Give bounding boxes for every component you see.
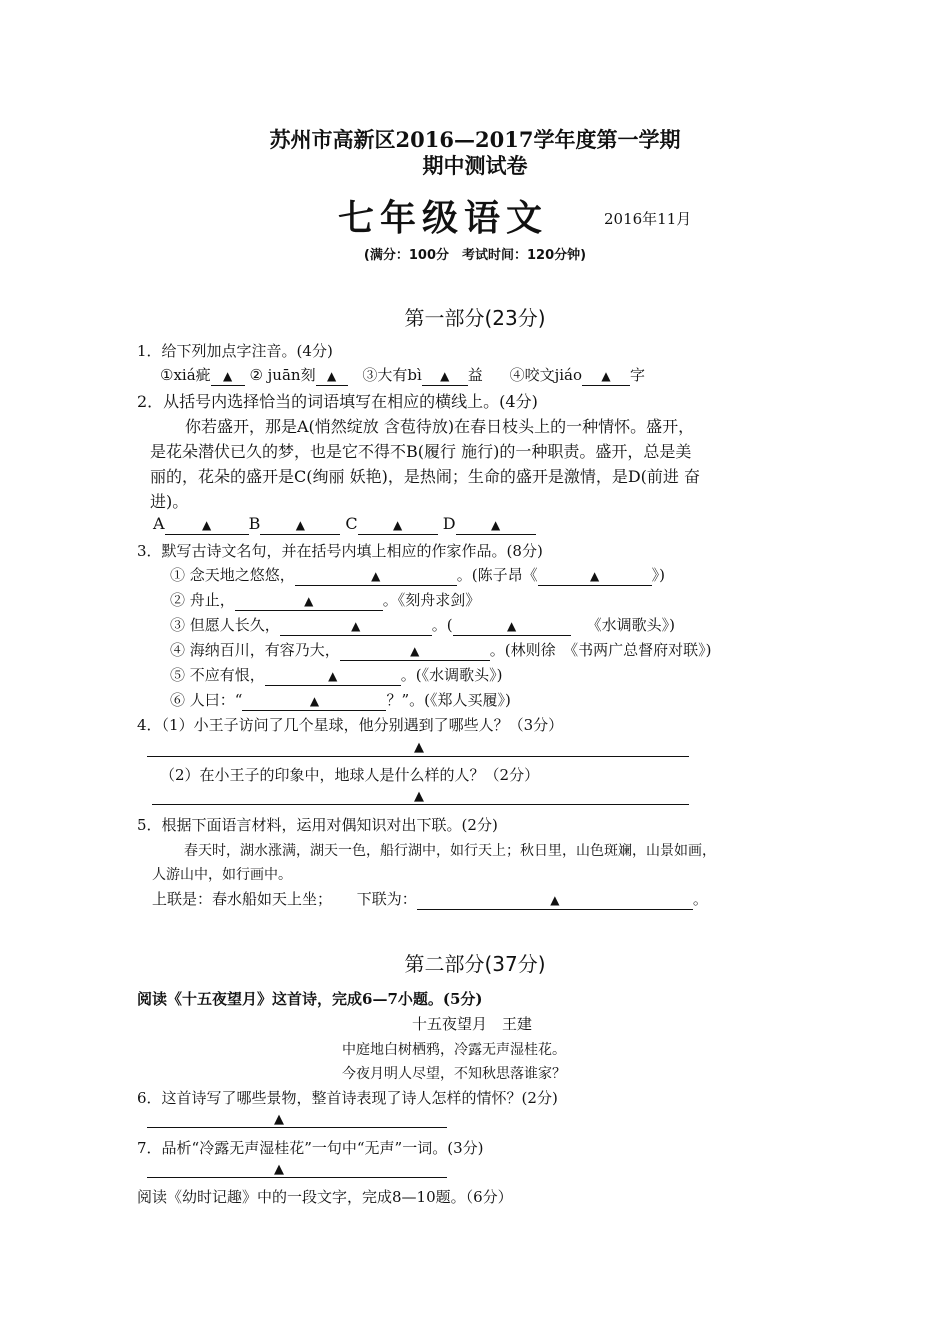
q2-label-b: B (248, 514, 261, 533)
title-line2: 期中测试卷 (422, 153, 528, 178)
q1-blank1[interactable] (211, 367, 245, 386)
q4-stem1: 4．（1）小王子访问了几个星球，他分别遇到了哪些人？（3分） (137, 716, 564, 734)
next-reading-intro: 阅读《幼时记趣》中的一段文字，完成8—10题。（6分） (137, 1188, 513, 1206)
q6-answer-line[interactable] (147, 1127, 447, 1128)
q7-answer-line[interactable] (147, 1177, 447, 1178)
q3-line1-end: 》) (651, 566, 665, 584)
q3-line5 (170, 664, 503, 686)
q3-line6 (170, 689, 511, 711)
q1-items (160, 364, 645, 386)
subject-title: 七年级语文 (338, 197, 549, 239)
part2-title: 第二部分(37分) (404, 952, 546, 976)
q3-line1-pre: ① 念天地之悠悠， (170, 566, 295, 584)
answer-marker-icon: ▲ (414, 789, 424, 804)
q5-material-1: 春天时，湖水涨满，湖天一色，船行湖中，如行天上；秋日里，山色斑斓，山景如画， (184, 843, 716, 859)
q1-stem: 1．给下列加点字注音。(4分) (137, 342, 333, 360)
q3-blank3[interactable] (280, 617, 432, 636)
q3-line4 (170, 639, 712, 661)
q5-blank[interactable] (417, 891, 693, 910)
q3-line3-post: 。( (431, 616, 453, 634)
q5-stem: 5．根据下面语言材料，运用对偶知识对出下联。(2分) (137, 816, 498, 834)
q2-blank-d[interactable] (456, 515, 536, 535)
q2-passage-4: 进)。 (150, 492, 189, 511)
q3-blank3b[interactable] (453, 617, 571, 636)
answer-marker-icon: ▲ (507, 619, 517, 633)
q3-line2-pre: ② 舟止， (170, 591, 235, 609)
q2-passage-1: 你若盛开，那是A(悄然绽放 含苞待放)在春日枝头上的一种情怀。盛开， (185, 417, 695, 436)
q4-answer-line1[interactable] (147, 756, 689, 757)
answer-marker-icon: ▲ (440, 369, 450, 383)
part2-intro: 阅读《十五夜望月》这首诗，完成6—7小题。(5分) (137, 990, 483, 1008)
q3-line4-pre: ④ 海纳百川，有容乃大， (170, 641, 340, 659)
q3-line1 (170, 564, 665, 586)
q2-blank-c[interactable] (358, 515, 438, 535)
exam-date: 2016年11月 (604, 210, 692, 228)
answer-marker-icon: ▲ (393, 518, 403, 532)
answer-marker-icon: ▲ (274, 1112, 284, 1127)
q2-label-c: C (345, 514, 358, 533)
q3-line2-post: 。《刻舟求剑》 (382, 591, 481, 609)
answer-marker-icon: ▲ (601, 369, 611, 383)
q4-answer-line2[interactable] (152, 804, 689, 805)
q2-label-d: D (442, 514, 456, 533)
q3-blank5[interactable] (265, 667, 401, 686)
q1-blank4[interactable] (582, 367, 630, 386)
answer-marker-icon: ▲ (550, 893, 560, 907)
q5-upper: 上联是：春水船如天上坐； (152, 890, 333, 908)
q3-blank4[interactable] (340, 642, 490, 661)
q1-item1: ①xiá疵 (160, 366, 211, 384)
q3-line3-pre: ③ 但愿人长久， (170, 616, 280, 634)
answer-marker-icon: ▲ (328, 669, 338, 683)
poem-line2: 今夜月明人尽望，不知秋思落谁家？ (342, 1066, 566, 1082)
answer-marker-icon: ▲ (371, 569, 381, 583)
answer-marker-icon: ▲ (309, 694, 320, 708)
answer-marker-icon: ▲ (201, 518, 212, 532)
answer-marker-icon: ▲ (274, 1162, 284, 1177)
q2-stem: 2．从括号内选择恰当的词语填写在相应的横线上。(4分) (137, 392, 538, 411)
q1-blank2[interactable] (316, 367, 348, 386)
q5-material-2: 人游山中，如行画中。 (152, 867, 292, 883)
q5-answer-row (152, 888, 708, 910)
answer-marker-icon: ▲ (351, 619, 361, 633)
q2-blanks (153, 514, 536, 535)
q3-line5-pre: ⑤ 不应有恨， (170, 666, 265, 684)
title-line1: 苏州市高新区2016—2017学年度第一学期 (269, 127, 681, 152)
q5-end: 。 (692, 890, 708, 908)
q3-line1-post: 。(陈子昂《 (456, 566, 538, 584)
q1-blank3[interactable] (422, 367, 468, 386)
q3-line6-pre: ⑥ 人曰：“ (170, 691, 243, 709)
score-info: (满分：100分 考试时间：120分钟) (363, 248, 587, 263)
q2-blank-a[interactable] (165, 515, 249, 535)
part1-title: 第一部分(23分) (404, 306, 546, 330)
q3-line3-end: 《水调歌头》) (586, 616, 675, 634)
q1-item3: ③大有bì (362, 366, 422, 384)
answer-marker-icon: ▲ (223, 369, 233, 383)
q3-blank2[interactable] (235, 592, 383, 611)
answer-marker-icon: ▲ (414, 740, 424, 755)
answer-marker-icon: ▲ (304, 594, 314, 608)
q6-stem: 6．这首诗写了哪些景物，整首诗表现了诗人怎样的情怀？(2分) (137, 1089, 558, 1107)
q3-blank1[interactable] (295, 567, 457, 586)
answer-marker-icon: ▲ (490, 518, 501, 532)
q1-item4: ④咬文jiáo (509, 366, 582, 384)
q3-stem: 3．默写古诗文名句，并在括号内填上相应的作家作品。(8分) (137, 542, 543, 560)
answer-marker-icon: ▲ (295, 518, 305, 532)
q3-line4-post: 。(林则徐 《书两广总督府对联》) (489, 641, 712, 659)
answer-marker-icon: ▲ (590, 569, 600, 583)
q3-blank6[interactable] (242, 692, 386, 711)
q2-label-a: A (153, 514, 165, 533)
q1-item4-end: 字 (630, 366, 646, 384)
q3-line6-post: ？”。(《郑人买履》) (386, 691, 511, 709)
poem-title: 十五夜望月 王建 (412, 1015, 533, 1033)
q3-line2 (170, 589, 480, 611)
q1-item3-end: 益 (467, 366, 483, 384)
q2-passage-2: 是花朵潜伏已久的梦，也是它不得不B(履行 施行)的一种职责。盛开，总是美 (150, 442, 692, 461)
answer-marker-icon: ▲ (410, 644, 420, 658)
q7-stem: 7．品析“冷露无声湿桂花”一句中“无声”一词。(3分) (137, 1139, 484, 1157)
q1-item2: ② juān刻 (249, 366, 316, 384)
q3-line5-post: 。(《水调歌头》) (400, 666, 503, 684)
answer-marker-icon: ▲ (326, 369, 337, 383)
q4-stem2: （2）在小王子的印象中，地球人是什么样的人？（2分） (160, 766, 540, 784)
q2-blank-b[interactable] (260, 515, 340, 535)
poem-line1: 中庭地白树栖鸦，冷露无声湿桂花。 (342, 1042, 566, 1058)
q3-blank1b[interactable] (538, 567, 652, 586)
q2-passage-3: 丽的，花朵的盛开是C(绚丽 妖艳)，是热闹；生命的盛开是激情，是D(前进 奋 (150, 467, 700, 486)
q5-lower-label: 下联为： (356, 890, 417, 908)
q3-line3 (170, 614, 675, 636)
